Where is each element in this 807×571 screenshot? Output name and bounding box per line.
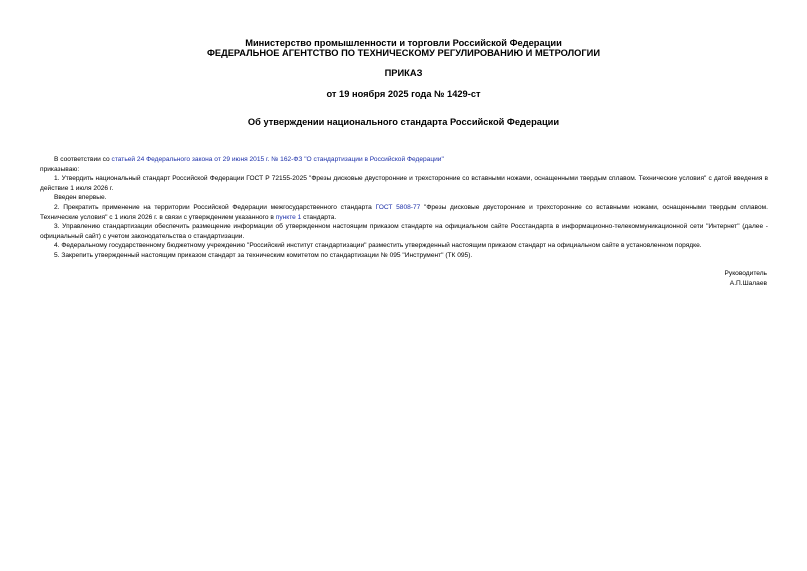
point-1-link[interactable]: пункте 1 [275,213,302,221]
item-5: 5. Закрепить утвержденный настоящим приказом стандарт за техническим комитетом по стандартизации № 095 "Инструмент" (ТК 095). [54,251,473,259]
item-2-middle: "Фрезы дисковые двусторонние и трехсторонние со вставными ножами, оснащенными твердым сплавом. Технические условия" с 1 июля 2026 г. в связи с утверждением указанного в [40,203,768,221]
order-body [40,155,768,261]
order-subject: Об утверждении национального стандарта Российской Федерации [247,117,560,127]
signature-block [725,269,767,288]
intro-prefix: В соответствии со [54,156,112,163]
signatory-position: Руководитель [724,270,767,277]
order-title: ПРИКАЗ [384,68,423,78]
item-2-prefix: 2. Прекратить применение на территории Российской Федерации межгосударственного стандарта [54,203,376,211]
signatory-name: А.П.Шалаев [729,279,767,287]
agency-name: ФЕДЕРАЛЬНОЕ АГЕНТСТВО ПО ТЕХНИЧЕСКОМУ РЕГУЛИРОВАНИЮ И МЕТРОЛОГИИ [206,48,601,58]
introduced-note: Введен впервые. [54,194,107,202]
law-article-link[interactable]: статьей 24 Федерального закона от 29 июня 2015 г. № 162-ФЗ "О стандартизации в Российской Федерации" [111,156,444,163]
intro-paragraph [40,155,768,165]
order-date: от 19 ноября 2025 года № 1429-ст [326,89,481,99]
item-3: 3. Управлению стандартизации обеспечить размещение информации об утвержденном настоящим приказом стандарте на официальном сайте Росстандарта в информационно-телекоммуникационной сети "Интернет" (далее - официальный сайт) с учетом законодательства о стандартизации. [40,223,768,240]
item-2-suffix: стандарта. [301,213,337,221]
ministry-name: Министерство промышленности и торговли Российской Федерации [245,38,562,48]
item-1: 1. Утвердить национальный стандарт Российской Федерации ГОСТ Р 72155-2025 "Фрезы дисковые двусторонние и трехсторонние со вставными ножами, оснащенными твердым сплавом. Технические условия" с датой введения в действие 1 июля 2026 г. [40,175,768,192]
gost-5808-77-link[interactable]: ГОСТ 5808-77 [375,203,421,211]
decree-line: приказываю: [40,165,80,173]
item-2 [40,203,768,222]
item-4: 4. Федеральному государственному бюджетному учреждению "Российский институт стандартизации" разместить утвержденный настоящим приказом стандарт на официальном сайте в установленном порядке. [54,242,702,250]
